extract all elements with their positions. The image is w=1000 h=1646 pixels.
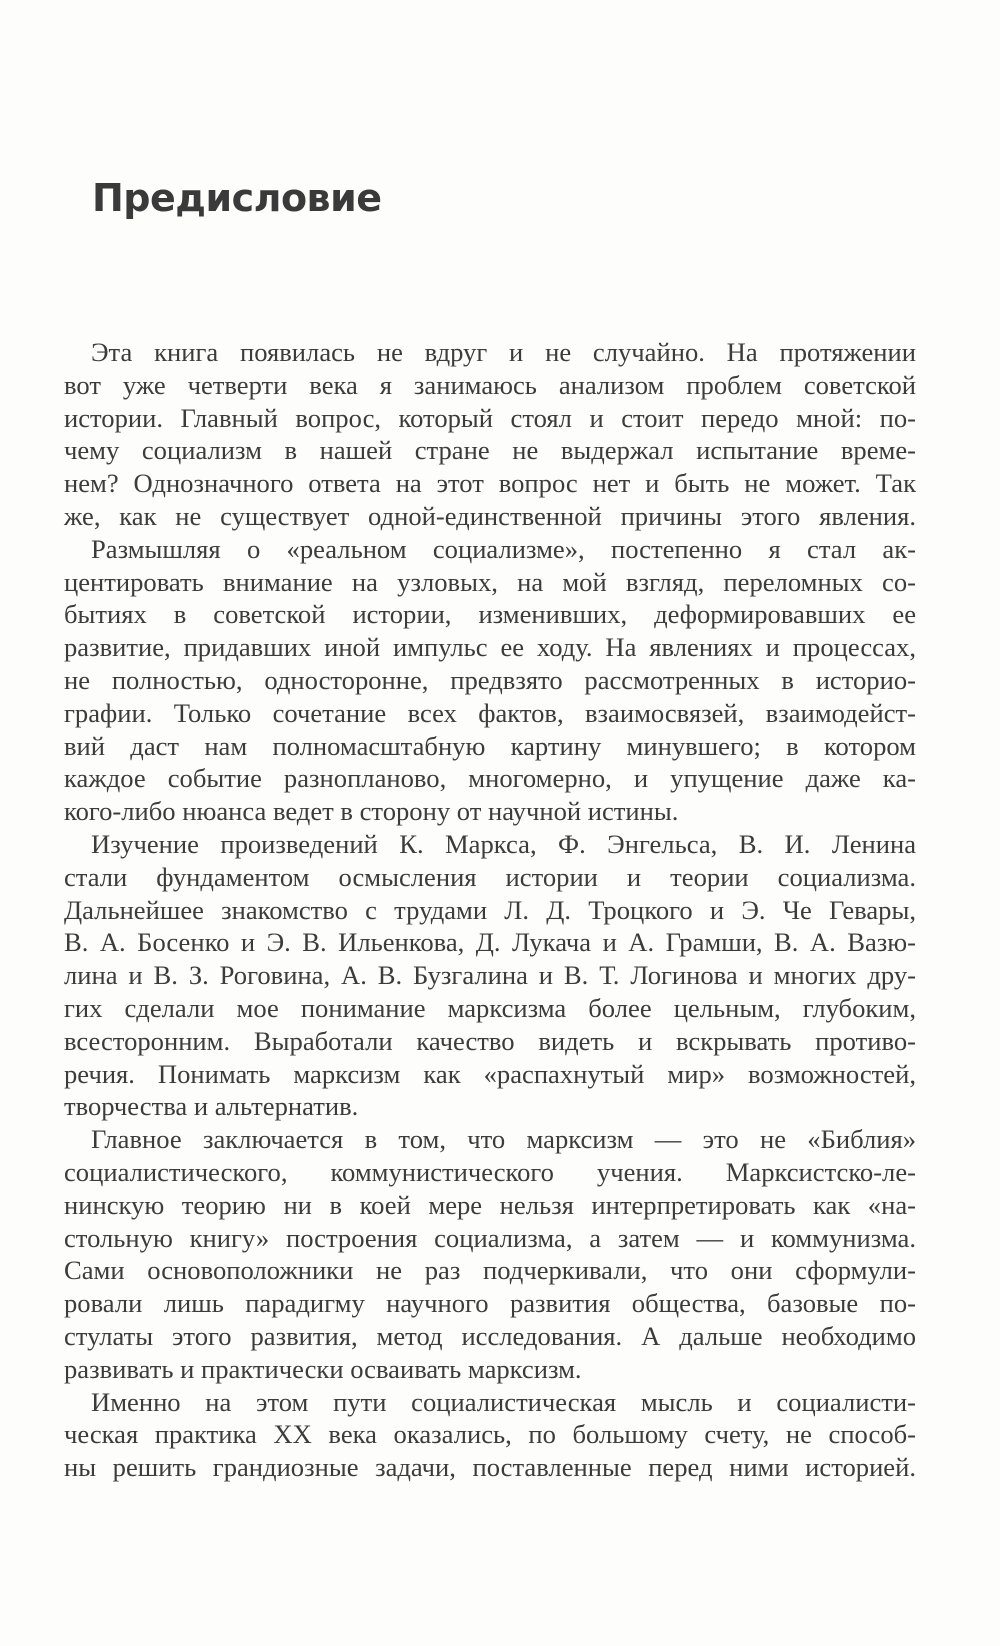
text-line: речия. Понимать марксизм как «распахнутый мир» возможностей, [64,1058,916,1089]
text-line: развивать и практически осваивать марксизм. [64,1353,582,1384]
body-text [64,336,916,1484]
text-line: ческая практика XX века оказались, по большому счету, не способ- [64,1419,916,1450]
text-line: лина и В. З. Роговина, А. В. Бузгалина и В. Т. Логинова и многих дру- [64,960,916,991]
text-line: социалистического, коммунистического учения. Марксистско-ле- [64,1156,916,1187]
text-line: всесторонним. Выработали качество видеть и вскрывать противо- [64,1025,916,1056]
text-line: Изучение произведений К. Маркса, Ф. Энгельса, В. И. Ленина [91,828,916,859]
text-line: нинскую теорию ни в коей мере нельзя интерпретировать как «на- [64,1189,916,1220]
text-line: вот уже четверти века я занимаюсь анализом проблем советской [64,369,916,400]
paragraph-2 [64,533,916,828]
text-line: Дальнейшее знакомство с трудами Л. Д. Троцкого и Э. Че Гевары, [64,894,916,925]
text-line: вий даст нам полномасштабную картину минувшего; в котором [64,730,916,761]
chapter-heading: Предисловие [92,176,382,220]
text-line: каждое событие разнопланово, многомерно, и упущение даже ка- [64,763,916,794]
text-line: В. А. Босенко и Э. В. Ильенкова, Д. Лукача и А. Грамши, В. А. Вазю- [64,927,916,958]
text-line: не полностью, односторонне, предвзято рассмотренных в историо- [64,664,916,695]
text-line: Именно на этом пути социалистическая мысль и социалисти- [91,1386,916,1417]
paragraph-5 [64,1386,916,1484]
text-line: творчества и альтернатив. [64,1091,359,1122]
text-line: центировать внимание на узловых, на мой взгляд, переломных со- [64,566,916,597]
text-line: чему социализм в нашей стране не выдержал испытание време- [64,435,916,466]
text-line: графии. Только сочетание всех фактов, взаимосвязей, взаимодейст- [64,697,916,728]
text-line: кого-либо нюанса ведет в сторону от научной истины. [64,796,679,827]
text-line: гих сделали мое понимание марксизма более цельным, глубоким, [64,992,916,1023]
text-line: стали фундаментом осмысления истории и теории социализма. [64,861,916,892]
text-line: Размышляя о «реальном социализме», постепенно я стал ак- [91,533,916,564]
text-line: бытиях в советской истории, изменивших, деформировавших ее [64,599,916,630]
paragraph-1 [64,336,916,533]
text-line: развитие, придавших иной импульс ее ходу. На явлениях и процессах, [64,632,916,663]
text-line: стулаты этого развития, метод исследования. А дальше необходимо [64,1320,916,1351]
text-line: ровали лишь парадигму научного развития общества, базовые по- [64,1288,916,1319]
paragraph-4 [64,1123,916,1385]
text-line: стольную книгу» построения социализма, а затем — и коммунизма. [64,1222,916,1253]
paragraph-3 [64,828,916,1123]
text-line: Эта книга появилась не вдруг и не случайно. На протяжении [91,337,916,367]
text-line: Главное заключается в том, что марксизм — это не «Библия» [91,1124,916,1155]
text-line: же, как не существует одной-единственной причины этого явления. [64,500,916,531]
text-line: Сами основоположники не раз подчеркивали, что они сформули- [64,1255,916,1286]
text-line: ны решить грандиозные задачи, поставленные перед ними историей. [64,1452,916,1483]
text-line: нем? Однозначного ответа на этот вопрос нет и быть не может. Так [64,468,916,499]
text-line: истории. Главный вопрос, который стоял и стоит передо мной: по- [64,402,916,433]
